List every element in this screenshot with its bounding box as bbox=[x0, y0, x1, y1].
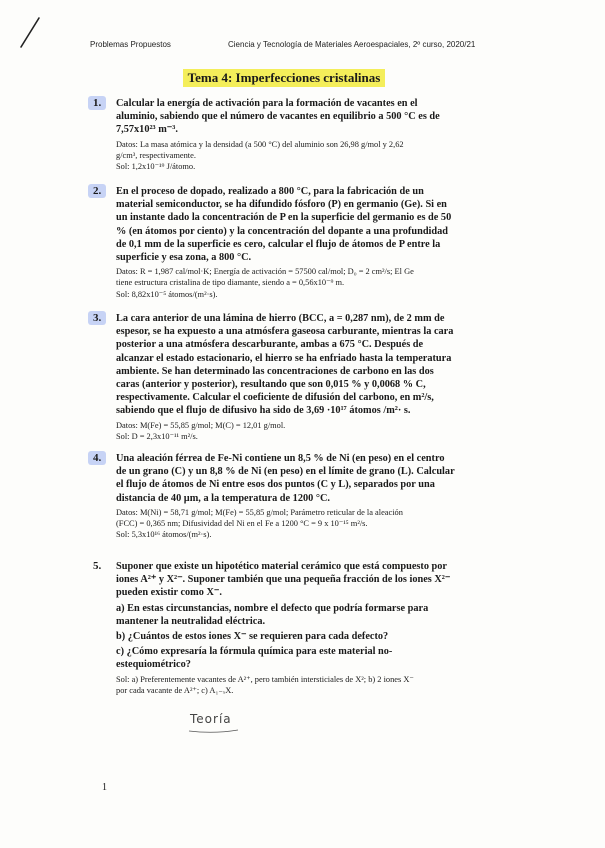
problem-number: 1. bbox=[88, 97, 106, 109]
problem-3 bbox=[116, 312, 476, 442]
page-title: Tema 4: Imperfecciones cristalinas bbox=[183, 69, 385, 87]
problem-text-line: estequiométrico? bbox=[116, 659, 191, 671]
problem-text-line: c) ¿Cómo expresaría la fórmula química para este material no- bbox=[116, 646, 393, 658]
problem-solution: por cada vacante de A²⁺; c) A₁₋ₓX. bbox=[116, 685, 234, 695]
problem-text-line: En el proceso de dopado, realizado a 800 °C, para la fabricación de un bbox=[116, 186, 424, 197]
problem-number: 5. bbox=[93, 560, 102, 572]
problem-5 bbox=[116, 560, 476, 696]
problem-text-line: Calcular la energía de activación para la formación de vacantes en el bbox=[116, 98, 418, 109]
problem-data-line: g/cm³, respectivamente. bbox=[116, 150, 196, 160]
problem-number: 3. bbox=[88, 312, 106, 324]
problem-text-line: material semiconductor, se ha difundido fósforo (P) en germanio (Ge). Si en bbox=[116, 199, 447, 211]
problem-solution: Sol: 5,3x10¹⁶ átomos/(m²·s). bbox=[116, 530, 212, 540]
problem-2 bbox=[116, 185, 476, 300]
problem-text-line: a) En estas circunstancias, nombre el defecto que podría formarse para bbox=[116, 602, 429, 614]
problem-text-line: espesor, se ha expuesto a una atmósfera gaseosa carburante, mientras la cara bbox=[116, 326, 454, 338]
header-left: Problemas Propuestos bbox=[90, 40, 171, 49]
problem-text-line: La cara anterior de una lámina de hierro (BCC, a = 0,287 nm), de 2 mm de bbox=[116, 313, 445, 324]
problem-text-line: mantener la neutralidad eléctrica. bbox=[116, 615, 266, 627]
problem-text-line: % (en átomos por ciento) y la concentración del dopante a una profundidad bbox=[116, 225, 449, 237]
problem-solution: Sol: 8,82x10⁻⁵ átomos/(m²·s). bbox=[116, 289, 218, 299]
problem-text-line: aluminio, sabiendo que el número de vacantes en equilibrio a 500 °C es de bbox=[116, 111, 440, 123]
problem-text-line: alcanzar el estado estacionario, el hierro se ha enfriado hasta la temperatura bbox=[116, 352, 452, 364]
problem-data-line: Datos: R = 1,987 cal/mol·K; Energía de activación = 57500 cal/mol; D₀ = 2 cm²/s; El Ge bbox=[116, 267, 414, 277]
problem-text-line: sabiendo que el flujo de difusivo ha sido de 3,69 ·10¹⁷ átomos /m²· s. bbox=[116, 405, 411, 417]
problem-solution: Sol: D = 2,3x10⁻¹¹ m²/s. bbox=[116, 431, 198, 441]
problem-text-line: un instante dado la concentración de P en la superficie del germanio es de 50 bbox=[116, 212, 452, 224]
problem-number: 4. bbox=[88, 452, 106, 464]
problem-data-line: Datos: M(Ni) = 58,71 g/mol; M(Fe) = 55,85 g/mol; Parámetro reticular de la aleación bbox=[116, 507, 403, 517]
problem-text-line: iones A²⁺ y X²⁻. Suponer también que una pequeña fracción de los iones X²⁻ bbox=[116, 574, 451, 586]
problem-1 bbox=[116, 97, 476, 172]
problem-text-line: el flujo de átomos de Ni entre esos dos puntos (C y L), separados por una bbox=[116, 479, 435, 491]
problem-number: 2. bbox=[88, 185, 106, 197]
header-right: Ciencia y Tecnología de Materiales Aeroespaciales, 2º curso, 2020/21 bbox=[228, 40, 476, 49]
problem-data-line: Datos: La masa atómica y la densidad (a 500 °C) del aluminio son 26,98 g/mol y 2,62 bbox=[116, 139, 404, 149]
pen-stroke-mark bbox=[18, 16, 42, 50]
problem-solution: Sol: a) Preferentemente vacantes de A²⁺, pero también intersticiales de X²; b) 2 iones X⁻ bbox=[116, 674, 414, 684]
page-number: 1 bbox=[102, 782, 107, 793]
problem-data-line: (FCC) = 0,365 nm; Difusividad del Ni en el Fe a 1200 °C = 9 x 10⁻¹⁵ m²/s. bbox=[116, 519, 368, 529]
handwritten-underline bbox=[188, 728, 240, 734]
problem-text-line: de un grano (C) y un 8,8 % de Ni (en peso) en el límite de grano (L). Calcular bbox=[116, 466, 455, 478]
problem-text-line: ambiente. Se han determinado las concentraciones de carbono en las dos bbox=[116, 365, 434, 377]
problem-text-line: 7,57x10²³ m⁻³. bbox=[116, 124, 178, 136]
problem-text-line: distancia de 40 µm, a la temperatura de 1200 °C. bbox=[116, 492, 330, 504]
problem-text-line: de 0,1 mm de la superficie es cero, calcular el flujo de átomos de P entre la bbox=[116, 238, 441, 250]
problem-text-line: Una aleación férrea de Fe-Ni contiene un 8,5 % de Ni (en peso) en el centro bbox=[116, 453, 445, 464]
problem-data-line: tiene estructura cristalina de tipo diamante, siendo a = 0,56x10⁻⁹ m. bbox=[116, 278, 345, 288]
handwritten-note: Teoría bbox=[190, 712, 232, 726]
problem-text-line: superficie y esa zona, a 800 °C. bbox=[116, 252, 252, 264]
problem-text-line: caras (anterior y posterior), resultando que son 0,015 % y 0,0068 % C, bbox=[116, 379, 426, 391]
problem-data-line: Datos: M(Fe) = 55,85 g/mol; M(C) = 12,01 g/mol. bbox=[116, 420, 286, 430]
problem-text-line: Suponer que existe un hipotético material cerámico que está compuesto por bbox=[116, 561, 447, 572]
problem-solution: Sol: 1,2x10⁻¹⁹ J/átomo. bbox=[116, 162, 196, 172]
problem-4 bbox=[116, 452, 476, 540]
problem-text-line: pueden existir como X⁻. bbox=[116, 587, 222, 599]
problem-text-line: respectivamente. Calcular el coeficiente de difusión del carbono, en m²/s, bbox=[116, 392, 434, 404]
problem-text-line: b) ¿Cuántos de estos iones X⁻ se requieren para cada defecto? bbox=[116, 631, 389, 643]
problem-text-line: posterior a una atmósfera descarburante, ambas a 675 °C. Después de bbox=[116, 339, 424, 351]
